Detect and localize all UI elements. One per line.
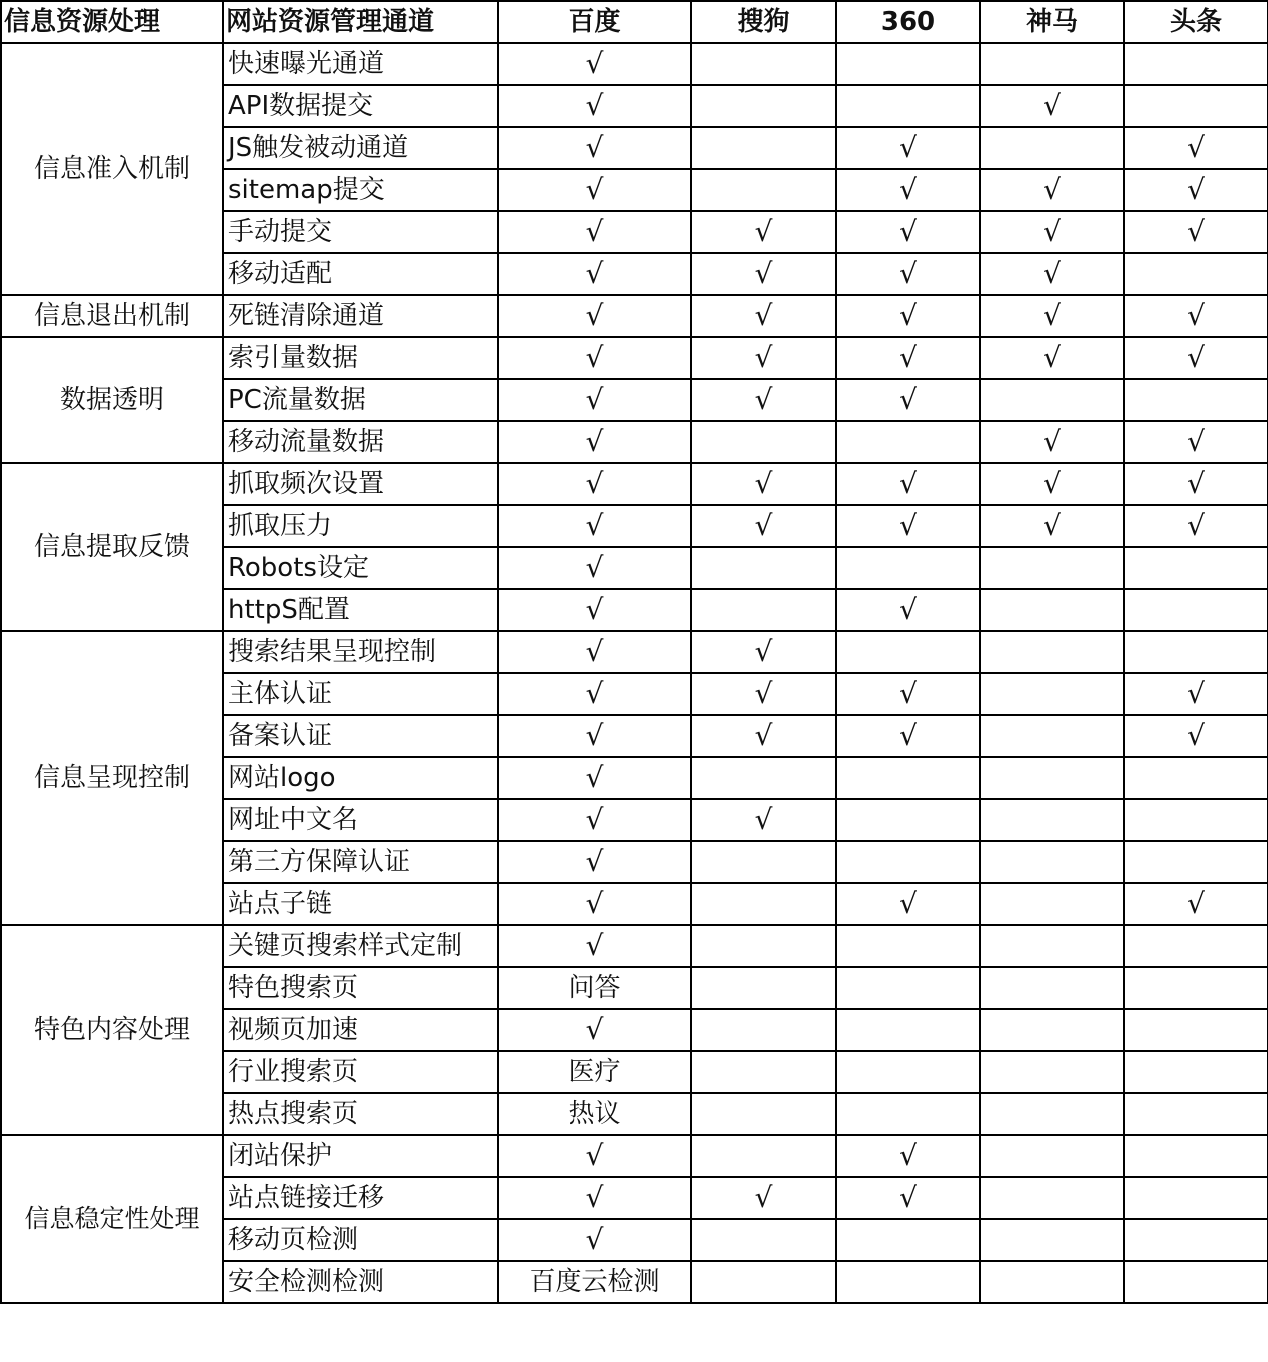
value-cell-360 [836, 1261, 980, 1303]
table-row [1, 295, 1268, 337]
check-icon-baidu: √ [498, 1135, 691, 1177]
value-cell-shenma [980, 883, 1124, 925]
check-icon-sogou: √ [691, 505, 836, 547]
value-cell-shenma [980, 379, 1124, 421]
check-icon-baidu: √ [498, 1219, 691, 1261]
value-cell-toutiao [1124, 757, 1268, 799]
check-icon-sogou: √ [691, 631, 836, 673]
category-cell: 信息稳定性处理 [1, 1135, 223, 1303]
value-cell-shenma [980, 127, 1124, 169]
check-icon-360: √ [836, 505, 980, 547]
check-icon-baidu: √ [498, 883, 691, 925]
value-cell-toutiao [1124, 43, 1268, 85]
value-cell-toutiao [1124, 799, 1268, 841]
value-cell-toutiao [1124, 589, 1268, 631]
check-icon-baidu: √ [498, 43, 691, 85]
table-row [1, 463, 1268, 505]
channel-cell: 主体认证 [223, 673, 498, 715]
table-row [1, 631, 1268, 673]
check-icon-shenma: √ [980, 253, 1124, 295]
value-cell-toutiao [1124, 1093, 1268, 1135]
check-icon-sogou: √ [691, 1177, 836, 1219]
value-cell-sogou [691, 1135, 836, 1177]
channel-cell: API数据提交 [223, 85, 498, 127]
check-icon-360: √ [836, 295, 980, 337]
value-cell-sogou [691, 589, 836, 631]
table-row [1, 337, 1268, 379]
check-icon-baidu: √ [498, 337, 691, 379]
value-cell-sogou [691, 547, 836, 589]
header-channel: 网站资源管理通道 [223, 1, 498, 43]
check-icon-baidu: √ [498, 925, 691, 967]
check-icon-baidu: √ [498, 799, 691, 841]
category-cell: 信息提取反馈 [1, 463, 223, 631]
check-icon-shenma: √ [980, 421, 1124, 463]
value-cell-sogou [691, 883, 836, 925]
value-cell-toutiao [1124, 841, 1268, 883]
header-shenma: 神马 [980, 1, 1124, 43]
header-sogou: 搜狗 [691, 1, 836, 43]
header-category: 信息资源处理 [1, 1, 223, 43]
check-icon-360: √ [836, 379, 980, 421]
value-cell-sogou [691, 1051, 836, 1093]
check-icon-360: √ [836, 337, 980, 379]
value-cell-sogou [691, 127, 836, 169]
value-cell-toutiao [1124, 1051, 1268, 1093]
value-cell-toutiao [1124, 85, 1268, 127]
value-cell-sogou [691, 1261, 836, 1303]
channel-cell: httpS配置 [223, 589, 498, 631]
value-cell-sogou [691, 85, 836, 127]
check-icon-toutiao: √ [1124, 211, 1268, 253]
value-cell-baidu: 问答 [498, 967, 691, 1009]
check-icon-baidu: √ [498, 421, 691, 463]
check-icon-360: √ [836, 715, 980, 757]
value-cell-360 [836, 967, 980, 1009]
check-icon-baidu: √ [498, 505, 691, 547]
channel-cell: 网站logo [223, 757, 498, 799]
check-icon-toutiao: √ [1124, 169, 1268, 211]
channel-cell: 抓取压力 [223, 505, 498, 547]
value-cell-toutiao [1124, 631, 1268, 673]
check-icon-toutiao: √ [1124, 295, 1268, 337]
value-cell-shenma [980, 1177, 1124, 1219]
channel-cell: 快速曝光通道 [223, 43, 498, 85]
check-icon-sogou: √ [691, 253, 836, 295]
value-cell-360 [836, 925, 980, 967]
check-icon-toutiao: √ [1124, 673, 1268, 715]
header-toutiao: 头条 [1124, 1, 1268, 43]
value-cell-360 [836, 1219, 980, 1261]
value-cell-shenma [980, 1261, 1124, 1303]
channel-cell: JS触发被动通道 [223, 127, 498, 169]
channel-cell: 行业搜索页 [223, 1051, 498, 1093]
channel-cell: 移动页检测 [223, 1219, 498, 1261]
channel-cell: 移动适配 [223, 253, 498, 295]
check-icon-360: √ [836, 1177, 980, 1219]
check-icon-sogou: √ [691, 715, 836, 757]
value-cell-toutiao [1124, 925, 1268, 967]
check-icon-shenma: √ [980, 85, 1124, 127]
channel-cell: 站点子链 [223, 883, 498, 925]
channel-cell: 第三方保障认证 [223, 841, 498, 883]
value-cell-baidu: 热议 [498, 1093, 691, 1135]
check-icon-shenma: √ [980, 211, 1124, 253]
value-cell-shenma [980, 589, 1124, 631]
value-cell-sogou [691, 43, 836, 85]
value-cell-toutiao [1124, 1219, 1268, 1261]
value-cell-toutiao [1124, 1135, 1268, 1177]
check-icon-sogou: √ [691, 463, 836, 505]
channel-cell: sitemap提交 [223, 169, 498, 211]
check-icon-baidu: √ [498, 211, 691, 253]
value-cell-sogou [691, 169, 836, 211]
value-cell-toutiao [1124, 253, 1268, 295]
check-icon-sogou: √ [691, 799, 836, 841]
value-cell-shenma [980, 925, 1124, 967]
value-cell-360 [836, 1093, 980, 1135]
check-icon-baidu: √ [498, 1177, 691, 1219]
value-cell-baidu: 医疗 [498, 1051, 691, 1093]
check-icon-baidu: √ [498, 757, 691, 799]
value-cell-baidu: 百度云检测 [498, 1261, 691, 1303]
value-cell-360 [836, 1051, 980, 1093]
check-icon-shenma: √ [980, 463, 1124, 505]
channel-cell: 特色搜索页 [223, 967, 498, 1009]
category-cell: 特色内容处理 [1, 925, 223, 1135]
check-icon-baidu: √ [498, 253, 691, 295]
check-icon-360: √ [836, 589, 980, 631]
value-cell-shenma [980, 799, 1124, 841]
channel-cell: 热点搜索页 [223, 1093, 498, 1135]
channel-cell: 抓取频次设置 [223, 463, 498, 505]
channel-cell: 视频页加速 [223, 1009, 498, 1051]
value-cell-360 [836, 1009, 980, 1051]
value-cell-shenma [980, 715, 1124, 757]
value-cell-shenma [980, 673, 1124, 715]
channel-cell: Robots设定 [223, 547, 498, 589]
check-icon-shenma: √ [980, 505, 1124, 547]
category-cell: 数据透明 [1, 337, 223, 463]
channel-cell: 手动提交 [223, 211, 498, 253]
table-body [1, 43, 1268, 1303]
check-icon-shenma: √ [980, 295, 1124, 337]
check-icon-toutiao: √ [1124, 505, 1268, 547]
value-cell-shenma [980, 631, 1124, 673]
header-row [1, 1, 1268, 43]
value-cell-sogou [691, 757, 836, 799]
check-icon-baidu: √ [498, 463, 691, 505]
value-cell-360 [836, 841, 980, 883]
channel-cell: 安全检测检测 [223, 1261, 498, 1303]
check-icon-sogou: √ [691, 295, 836, 337]
check-icon-baidu: √ [498, 295, 691, 337]
value-cell-toutiao [1124, 1009, 1268, 1051]
table-row [1, 925, 1268, 967]
value-cell-shenma [980, 1051, 1124, 1093]
check-icon-shenma: √ [980, 337, 1124, 379]
value-cell-sogou [691, 841, 836, 883]
check-icon-360: √ [836, 253, 980, 295]
value-cell-360 [836, 547, 980, 589]
value-cell-360 [836, 43, 980, 85]
check-icon-toutiao: √ [1124, 883, 1268, 925]
check-icon-toutiao: √ [1124, 421, 1268, 463]
table-row [1, 43, 1268, 85]
check-icon-sogou: √ [691, 211, 836, 253]
check-icon-baidu: √ [498, 841, 691, 883]
check-icon-sogou: √ [691, 337, 836, 379]
header-baidu: 百度 [498, 1, 691, 43]
value-cell-360 [836, 631, 980, 673]
value-cell-shenma [980, 547, 1124, 589]
value-cell-sogou [691, 421, 836, 463]
channel-cell: 死链清除通道 [223, 295, 498, 337]
check-icon-baidu: √ [498, 715, 691, 757]
channel-cell: 搜索结果呈现控制 [223, 631, 498, 673]
value-cell-toutiao [1124, 547, 1268, 589]
check-icon-baidu: √ [498, 589, 691, 631]
value-cell-sogou [691, 925, 836, 967]
channel-cell: 索引量数据 [223, 337, 498, 379]
check-icon-toutiao: √ [1124, 715, 1268, 757]
channel-cell: PC流量数据 [223, 379, 498, 421]
value-cell-toutiao [1124, 967, 1268, 1009]
value-cell-shenma [980, 1009, 1124, 1051]
value-cell-shenma [980, 757, 1124, 799]
header-360: 360 [836, 1, 980, 43]
channel-cell: 移动流量数据 [223, 421, 498, 463]
check-icon-360: √ [836, 883, 980, 925]
check-icon-baidu: √ [498, 631, 691, 673]
value-cell-toutiao [1124, 1261, 1268, 1303]
check-icon-360: √ [836, 127, 980, 169]
category-cell: 信息退出机制 [1, 295, 223, 337]
value-cell-sogou [691, 1093, 836, 1135]
channel-cell: 闭站保护 [223, 1135, 498, 1177]
value-cell-sogou [691, 1009, 836, 1051]
category-cell: 信息准入机制 [1, 43, 223, 295]
value-cell-shenma [980, 43, 1124, 85]
value-cell-shenma [980, 967, 1124, 1009]
value-cell-toutiao [1124, 1177, 1268, 1219]
value-cell-360 [836, 85, 980, 127]
channel-cell: 网址中文名 [223, 799, 498, 841]
value-cell-360 [836, 799, 980, 841]
check-icon-360: √ [836, 1135, 980, 1177]
check-icon-shenma: √ [980, 169, 1124, 211]
check-icon-baidu: √ [498, 673, 691, 715]
check-icon-toutiao: √ [1124, 463, 1268, 505]
check-icon-sogou: √ [691, 379, 836, 421]
value-cell-shenma [980, 1093, 1124, 1135]
check-icon-baidu: √ [498, 379, 691, 421]
check-icon-toutiao: √ [1124, 337, 1268, 379]
value-cell-shenma [980, 841, 1124, 883]
table-row [1, 1135, 1268, 1177]
category-cell: 信息呈现控制 [1, 631, 223, 925]
check-icon-baidu: √ [498, 85, 691, 127]
value-cell-shenma [980, 1135, 1124, 1177]
channel-cell: 关键页搜索样式定制 [223, 925, 498, 967]
check-icon-baidu: √ [498, 169, 691, 211]
value-cell-360 [836, 421, 980, 463]
check-icon-toutiao: √ [1124, 127, 1268, 169]
value-cell-sogou [691, 1219, 836, 1261]
check-icon-baidu: √ [498, 127, 691, 169]
value-cell-360 [836, 757, 980, 799]
check-icon-360: √ [836, 169, 980, 211]
channel-cell: 备案认证 [223, 715, 498, 757]
channel-cell: 站点链接迁移 [223, 1177, 498, 1219]
check-icon-360: √ [836, 673, 980, 715]
value-cell-shenma [980, 1219, 1124, 1261]
check-icon-360: √ [836, 211, 980, 253]
check-icon-baidu: √ [498, 547, 691, 589]
check-icon-360: √ [836, 463, 980, 505]
value-cell-sogou [691, 967, 836, 1009]
check-icon-baidu: √ [498, 1009, 691, 1051]
check-icon-sogou: √ [691, 673, 836, 715]
value-cell-toutiao [1124, 379, 1268, 421]
